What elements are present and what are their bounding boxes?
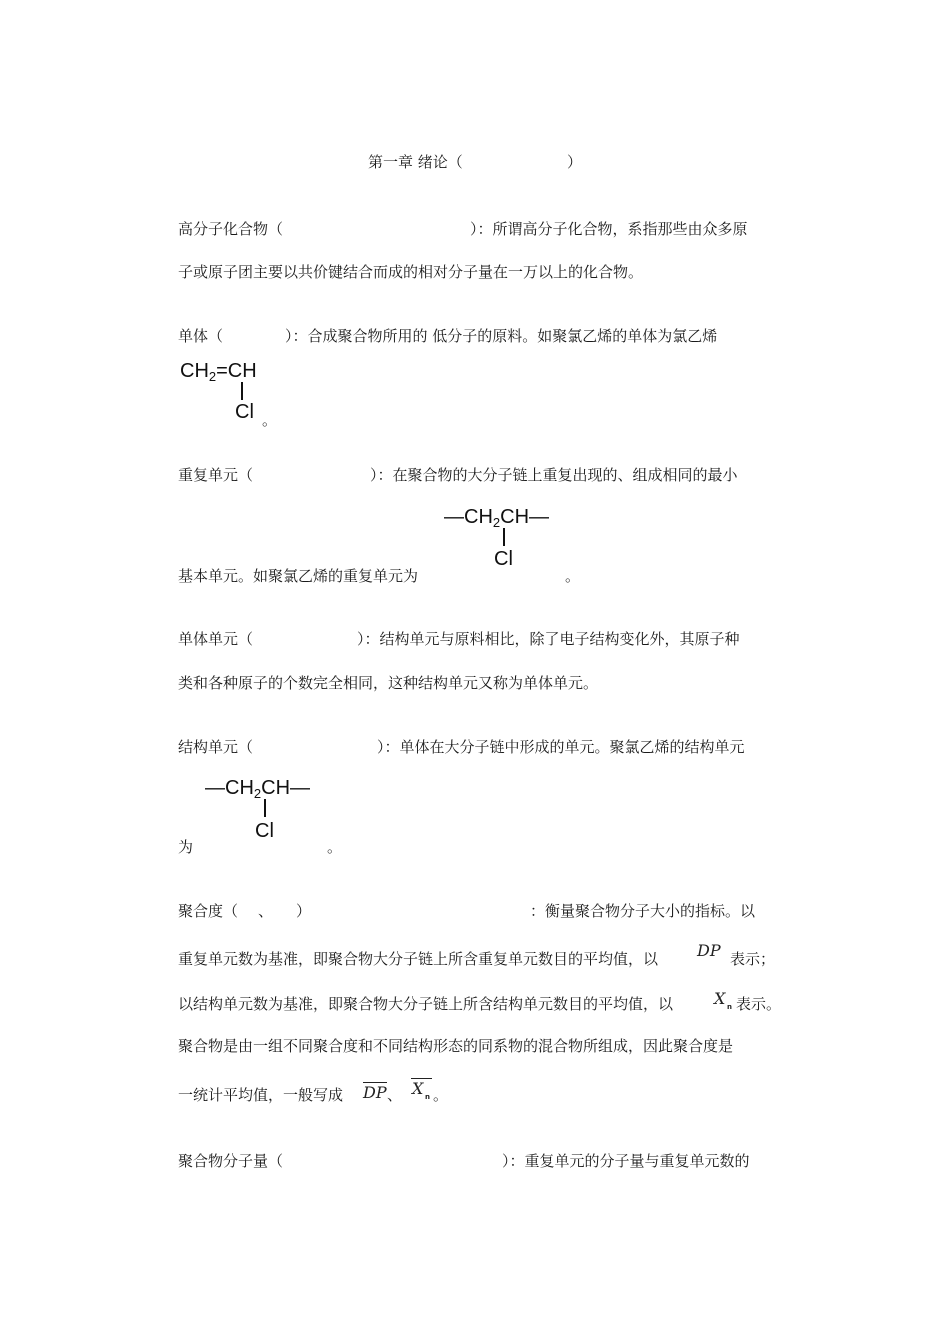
vinyl-chloride-formula: $CH_2=CH$ <box>180 360 257 384</box>
chlorine-label: Cl <box>255 820 274 842</box>
structural-unit-formula: $—CH_2CH—$ <box>205 777 311 801</box>
structural-unit-line2: 为 <box>178 838 194 856</box>
structural-unit-definition: ）：单体在大分子链中形成的单元。聚氯乙烯的结构单元 <box>377 738 745 756</box>
degree-definition: ：衡量聚合物分子大小的指标。以 <box>530 902 756 920</box>
xn-average-subscript: n <box>425 1093 430 1101</box>
repeat-unit-formula: $—CH_2CH—$ <box>444 506 550 530</box>
polymer-definition-line2: 子或原子团主要以共价键结合而成的相对分子量在一万以上的化合物。 <box>178 263 644 281</box>
polymer-term: 高分子化合物（ <box>178 220 284 238</box>
structural-unit-term: 结构单元（ <box>178 738 254 756</box>
xn-subscript: n <box>727 1003 732 1011</box>
bond-line <box>264 799 266 817</box>
monomer-period: 。 <box>262 411 278 429</box>
monomer-unit-definition: ）：结构单元与原料相比，除了电子结构变化外，其原子种 <box>357 630 740 648</box>
chapter-title: 第一章 绪论（ <box>368 153 463 171</box>
monomer-definition: ）：合成聚合物所用的 低分子的原料。如聚氯乙烯的单体为氯乙烯 <box>285 327 718 345</box>
degree-line2-end: 表示； <box>730 950 776 968</box>
polymer-definition: ）：所谓高分子化合物，系指那些由众多原 <box>470 220 748 238</box>
dp-average-symbol: DP <box>363 1083 387 1102</box>
repeat-unit-period: 。 <box>565 567 581 585</box>
degree-term: 聚合度（ <box>178 902 239 920</box>
degree-line3: 以结构单元数为基准，即聚合物大分子链上所含结构单元数目的平均值，以 <box>178 995 674 1013</box>
degree-line5-end: 。 <box>433 1086 449 1104</box>
degree-separator: 、 <box>258 902 274 920</box>
repeat-unit-definition: ）：在聚合物的大分子链上重复出现的、组成相同的最小 <box>370 466 738 484</box>
structural-unit-period: 。 <box>327 838 343 856</box>
monomer-unit-term: 单体单元（ <box>178 630 254 648</box>
degree-line5: 一统计平均值，一般写成 <box>178 1086 344 1104</box>
dp-symbol: DP <box>697 941 721 960</box>
degree-close: ） <box>296 902 312 920</box>
molecular-weight-term: 聚合物分子量（ <box>178 1152 284 1170</box>
xn-symbol: X <box>714 989 726 1008</box>
molecular-weight-definition: ）：重复单元的分子量与重复单元数的 <box>502 1152 750 1170</box>
monomer-term: 单体（ <box>178 327 224 345</box>
chlorine-label: Cl <box>235 401 254 423</box>
chlorine-label: Cl <box>494 548 513 570</box>
degree-line4: 聚合物是由一组不同聚合度和不同结构形态的同系物的混合物所组成，因此聚合度是 <box>178 1037 734 1055</box>
bond-line <box>503 528 505 546</box>
repeat-unit-line2: 基本单元。如聚氯乙烯的重复单元为 <box>178 567 419 585</box>
repeat-unit-term: 重复单元（ <box>178 466 254 484</box>
degree-line3-end: 表示。 <box>736 995 782 1013</box>
degree-line2: 重复单元数为基准，即聚合物大分子链上所含重复单元数目的平均值，以 <box>178 950 659 968</box>
monomer-unit-line2: 类和各种原子的个数完全相同，这种结构单元又称为单体单元。 <box>178 674 599 692</box>
xn-average-symbol: X <box>412 1079 424 1098</box>
degree-line5-separator: 、 <box>387 1086 403 1104</box>
bond-line <box>241 382 243 400</box>
chapter-title-close: ） <box>567 153 583 171</box>
